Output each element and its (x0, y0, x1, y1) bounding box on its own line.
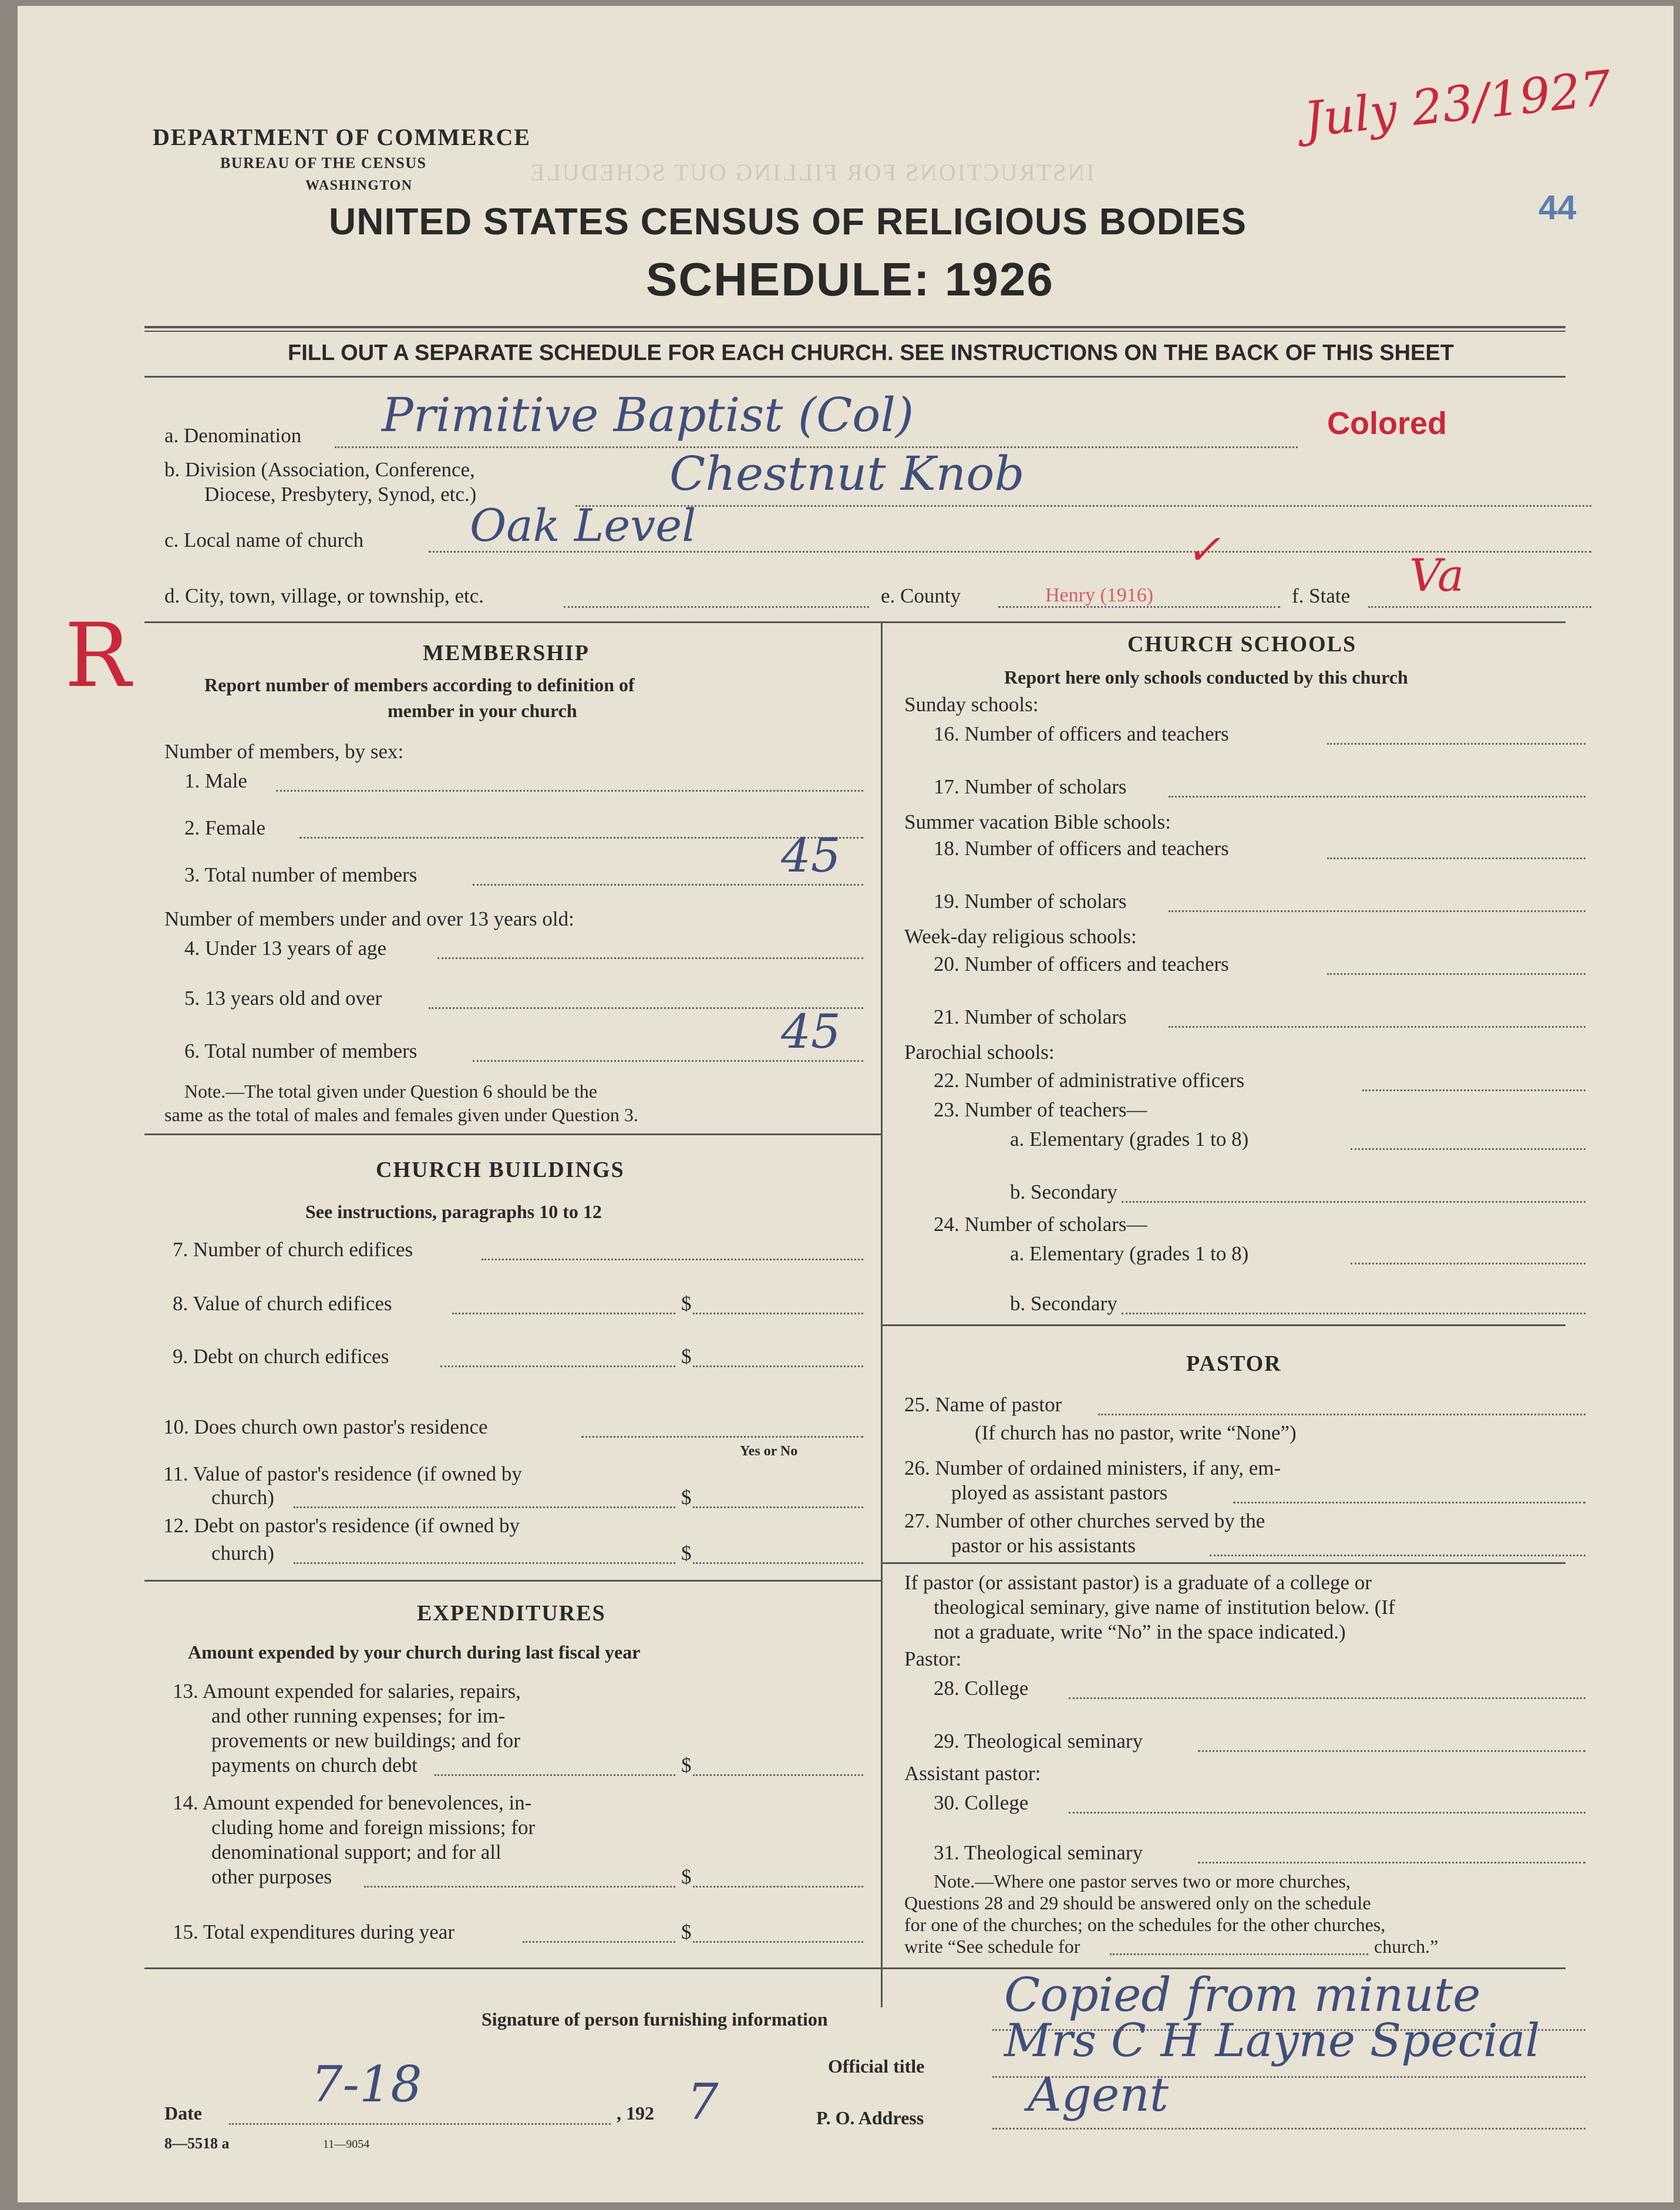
fill-instructions: FILL OUT A SEPARATE SCHEDULE FOR EACH CHURCH. SEE INSTRUCTIONS ON THE BACK OF THIS SHEET (288, 341, 1454, 365)
date-line (229, 2123, 611, 2125)
county-value[interactable]: Henry (1916) (1045, 584, 1154, 606)
margin-mark: R (65, 605, 131, 707)
weekday-schools-label: Week-day religious schools: (904, 925, 1137, 948)
ident-rule (144, 621, 1565, 623)
church-edifices-label: 7. Number of church edifices (173, 1238, 413, 1261)
total-expenditures-dots (523, 1941, 675, 1943)
asst-ministers-line (1233, 1502, 1585, 1503)
pastor-note-2: Questions 28 and 29 should be answered only on the schedule (904, 1892, 1371, 1913)
po-address-label: P. O. Address (816, 2107, 924, 2128)
residence-debt-dollar: $ (681, 1542, 692, 1565)
under-13-line (437, 957, 863, 959)
denomination-label: a. Denomination (164, 424, 302, 447)
census-schedule-sheet (18, 6, 1674, 2202)
residence-debt-line (693, 1562, 863, 1564)
local-name-value[interactable]: Oak Level (470, 499, 696, 551)
benevolences-label-2: cluding home and foreign missions; for (211, 1816, 536, 1839)
teachers-elementary-line (1351, 1148, 1585, 1150)
division-label-2: Diocese, Presbytery, Synod, etc.) (204, 483, 477, 506)
page-title: UNITED STATES CENSUS OF RELIGIOUS BODIES (329, 200, 1247, 243)
division-label-1: b. Division (Association, Conference, (164, 458, 475, 481)
membership-note-1: Note.—The total given under Question 6 should be the (184, 1081, 597, 1102)
residence-value-line (693, 1506, 863, 1508)
weekday-officers-label: 20. Number of officers and teachers (934, 953, 1229, 976)
sunday-officers-line (1327, 743, 1585, 745)
parochial-schools-label: Parochial schools: (904, 1041, 1055, 1064)
colored-stamp: Colored (1327, 406, 1447, 441)
header-rule-top (144, 326, 1565, 328)
pastor-name-label: 25. Name of pastor (904, 1393, 1062, 1416)
edifice-debt-dots (440, 1365, 675, 1367)
benevolences-dollar: $ (681, 1865, 692, 1888)
back-side-title: INSTRUCTIONS FOR FILLING OUT SCHEDULE (528, 159, 1095, 186)
residence-value-dots (294, 1506, 675, 1508)
schools-title: CHURCH SCHOOLS (1127, 632, 1357, 657)
pastor-name-line (1098, 1414, 1585, 1415)
other-churches-label-1: 27. Number of other churches served by the (904, 1509, 1265, 1532)
running-expenses-label-1: 13. Amount expended for salaries, repairs, (173, 1680, 521, 1703)
pastor-rule (881, 1562, 1565, 1564)
asst-pastor-subhead: Assistant pastor: (904, 1762, 1041, 1785)
total-members-value[interactable]: 45 (781, 828, 841, 883)
sunday-scholars-line (1169, 796, 1585, 798)
summer-scholars-line (1169, 910, 1585, 912)
membership-title: MEMBERSHIP (423, 641, 590, 665)
admin-officers-line (1362, 1089, 1585, 1091)
admin-officers-label: 22. Number of administrative officers (934, 1069, 1245, 1092)
asst-seminary-line (1198, 1862, 1585, 1863)
asst-college-label: 30. College (934, 1791, 1029, 1814)
pastor-college-line (1069, 1697, 1585, 1699)
running-expenses-label-2: and other running expenses; for im- (211, 1704, 506, 1727)
pastor-title: PASTOR (1186, 1351, 1282, 1376)
po-address-value[interactable]: Agent (1028, 2067, 1169, 2122)
form-number: 8—5518 a (164, 2135, 230, 2152)
pastor-note-3: for one of the churches; on the schedules for the other churches, (904, 1914, 1386, 1935)
residence-debt-label-1: 12. Debt on pastor's residence (if owned by (163, 1514, 520, 1537)
schools-rule (881, 1324, 1565, 1326)
pastor-note-1: Note.—Where one pastor serves two or more churches, (934, 1871, 1351, 1892)
edifice-value-dollar: $ (681, 1292, 692, 1315)
benevolences-dots (364, 1886, 675, 1888)
expenditures-title: EXPENDITURES (417, 1601, 606, 1626)
residence-value-label-1: 11. Value of pastor's residence (if owned by (163, 1462, 522, 1485)
under-13-label: 4. Under 13 years of age (184, 937, 387, 960)
state-label: f. State (1292, 584, 1351, 607)
sunday-schools-label: Sunday schools: (904, 693, 1039, 716)
date-value[interactable]: 7-18 (311, 2056, 422, 2113)
running-expenses-label-3: provements or new buildings; and for (211, 1729, 520, 1752)
pastor-name-note: (If church has no pastor, write “None”) (975, 1421, 1297, 1444)
pastor-subhead: Pastor: (904, 1647, 962, 1670)
pastor-note-4: write “See schedule for (904, 1936, 1080, 1957)
residence-own-label: 10. Does church own pastor's residence (163, 1415, 488, 1438)
denomination-value[interactable]: Primitive Baptist (Col) (382, 388, 914, 442)
edifice-debt-label: 9. Debt on church edifices (173, 1345, 389, 1368)
church-edifices-line (482, 1259, 863, 1260)
male-label: 1. Male (184, 769, 247, 792)
summer-schools-label: Summer vacation Bible schools: (904, 810, 1171, 833)
local-name-label: c. Local name of church (164, 529, 364, 551)
date-received-stamp: July 23/1927 (1301, 60, 1614, 149)
scholars-elementary-label: a. Elementary (grades 1 to 8) (1010, 1242, 1249, 1265)
official-title-value[interactable]: Mrs C H Layne Special (1004, 2014, 1540, 2067)
benevolences-label-3: denominational support; and for all (211, 1841, 501, 1863)
schedule-number: 44 (1538, 189, 1577, 227)
running-expenses-dollar: $ (681, 1754, 692, 1777)
asst-seminary-label: 31. Theological seminary (934, 1841, 1143, 1864)
pastor-note-4b: church.” (1374, 1936, 1439, 1957)
running-expenses-label-4: payments on church debt (211, 1754, 418, 1777)
scholars-elementary-line (1351, 1263, 1585, 1264)
signature-label: Signature of person furnishing information (482, 2009, 828, 2030)
dept-heading: DEPARTMENT OF COMMERCE (153, 124, 531, 150)
schedule-title: SCHEDULE: 1926 (646, 253, 1054, 305)
teachers-elementary-label: a. Elementary (grades 1 to 8) (1010, 1128, 1249, 1151)
by-age-label: Number of members under and over 13 years old: (164, 907, 574, 930)
residence-value-label-2: church) (211, 1486, 274, 1509)
total-expenditures-dollar: $ (681, 1920, 692, 1943)
city-label: d. City, town, village, or township, etc. (164, 584, 484, 607)
pastor-college-label: 28. College (934, 1677, 1029, 1700)
running-expenses-line (693, 1774, 863, 1776)
year-value[interactable]: 7 (687, 2073, 719, 2131)
buildings-desc: See instructions, paragraphs 10 to 12 (305, 1201, 602, 1222)
total-members-age-label: 6. Total number of members (184, 1040, 418, 1062)
official-title-label: Official title (828, 2056, 925, 2077)
teachers-label: 23. Number of teachers— (934, 1098, 1147, 1121)
edifice-value-line (693, 1313, 863, 1314)
sunday-scholars-label: 17. Number of scholars (934, 775, 1127, 798)
residence-debt-label-2: church) (211, 1542, 274, 1565)
other-churches-line (1210, 1555, 1585, 1556)
state-line (1368, 606, 1591, 608)
header-rule-top2 (144, 331, 1565, 332)
by-sex-label: Number of members, by sex: (164, 740, 404, 763)
asst-college-line (1069, 1812, 1585, 1814)
weekday-scholars-line (1169, 1026, 1585, 1028)
edifice-value-label: 8. Value of church edifices (173, 1292, 392, 1315)
total-members-label: 3. Total number of members (184, 863, 418, 886)
residence-own-line (581, 1436, 863, 1438)
buildings-rule (144, 1580, 881, 1582)
teachers-secondary-line (1122, 1201, 1585, 1203)
state-value[interactable]: Va (1409, 549, 1464, 601)
division-value[interactable]: Chestnut Knob (669, 446, 1025, 501)
edifice-debt-dollar: $ (681, 1345, 692, 1368)
total-members-line (473, 884, 863, 886)
signature-value[interactable]: Copied from minute (1004, 1967, 1481, 2022)
total-expenditures-label: 15. Total expenditures during year (173, 1920, 454, 1943)
pastor-seminary-line (1198, 1750, 1585, 1752)
residence-value-dollar: $ (681, 1486, 692, 1509)
print-number: 11—9054 (323, 2138, 370, 2151)
membership-note-2: same as the total of males and females given under Question 3. (164, 1104, 638, 1125)
teachers-secondary-label: b. Secondary (1010, 1180, 1117, 1203)
benevolences-line (693, 1886, 863, 1888)
total-expenditures-line (693, 1941, 863, 1943)
male-line (276, 790, 863, 792)
female-label: 2. Female (184, 816, 266, 839)
other-churches-label-2: pastor or his assistants (951, 1534, 1136, 1557)
membership-desc-1: Report number of members according to definition of (204, 674, 635, 695)
date-label: Date (164, 2103, 202, 2124)
scholars-secondary-label: b. Secondary (1010, 1292, 1117, 1315)
grad-text-2: theological seminary, give name of institution below. (If (934, 1596, 1395, 1619)
running-expenses-dots (435, 1774, 675, 1776)
bureau-heading: BUREAU OF THE CENSUS (220, 154, 427, 171)
over-13-label: 5. 13 years old and over (184, 987, 382, 1010)
residence-debt-dots (294, 1562, 675, 1564)
scholars-label: 24. Number of scholars— (934, 1213, 1147, 1236)
edifice-debt-line (693, 1365, 863, 1367)
asst-ministers-label-1: 26. Number of ordained ministers, if any, em- (904, 1456, 1281, 1479)
column-divider (881, 621, 883, 2007)
expenditures-desc: Amount expended by your church during last fiscal year (188, 1641, 641, 1663)
grad-text-3: not a graduate, write “No” in the space indicated.) (934, 1620, 1346, 1643)
summer-officers-line (1327, 857, 1585, 859)
header-rule-bottom (144, 376, 1565, 378)
county-label: e. County (881, 584, 961, 607)
grad-text-1: If pastor (or assistant pastor) is a graduate of a college or (904, 1571, 1372, 1594)
scholars-secondary-line (1122, 1313, 1585, 1314)
pastor-seminary-label: 29. Theological seminary (934, 1730, 1143, 1752)
schools-desc: Report here only schools conducted by this church (1004, 667, 1408, 688)
total-members-age-value[interactable]: 45 (781, 1004, 841, 1059)
division-line (575, 505, 1591, 507)
weekday-officers-line (1327, 973, 1585, 975)
benevolences-label-4: other purposes (211, 1865, 332, 1888)
membership-rule (144, 1133, 881, 1135)
summer-officers-label: 18. Number of officers and teachers (934, 837, 1229, 860)
buildings-title: CHURCH BUILDINGS (376, 1158, 625, 1182)
female-line (299, 837, 863, 839)
pastor-note-line (1110, 1953, 1368, 1955)
city-heading: WASHINGTON (305, 178, 413, 193)
asst-ministers-label-2: ployed as assistant pastors (951, 1481, 1168, 1504)
po-address-line (992, 2128, 1585, 2130)
weekday-scholars-label: 21. Number of scholars (934, 1005, 1127, 1028)
summer-scholars-label: 19. Number of scholars (934, 890, 1127, 913)
membership-desc-2: member in your church (388, 700, 577, 721)
total-members-age-line (473, 1060, 863, 1062)
year-prefix: , 192 (617, 2103, 654, 2124)
check-mark: ✓ (1186, 526, 1221, 574)
yes-no-hint: Yes or No (740, 1444, 798, 1459)
benevolences-label-1: 14. Amount expended for benevolences, in- (173, 1791, 532, 1814)
edifice-value-dots (452, 1313, 675, 1314)
city-line (564, 606, 869, 608)
sunday-officers-label: 16. Number of officers and teachers (934, 722, 1229, 745)
